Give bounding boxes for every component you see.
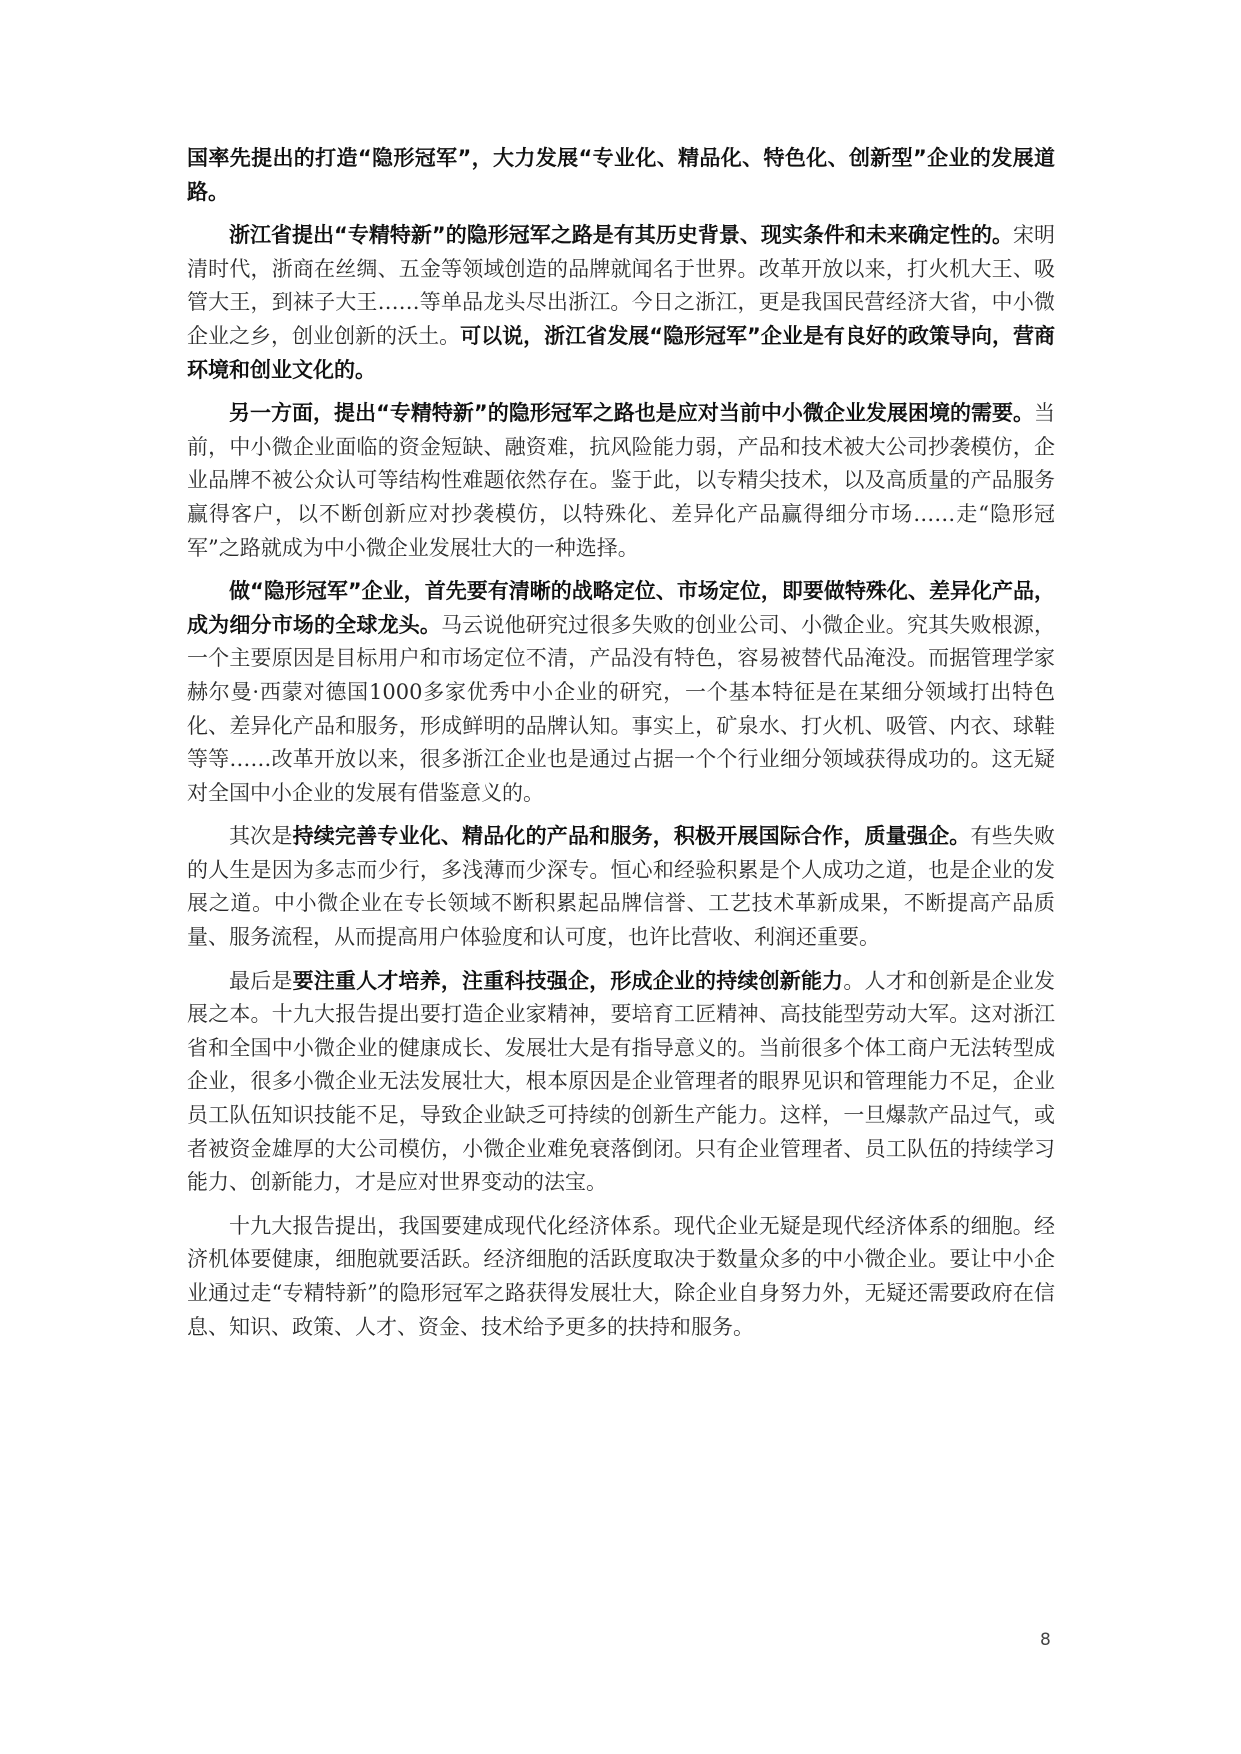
body-text-run: 其次是 (229, 824, 293, 849)
body-text-run: 。人才和创新是企业发展之本。十九大报告提出要打造企业家精神，要培育工匠精神、高技能型劳动大军。这对浙江省和全国中小微企业的健康成长、发展壮大是有指导意义的。当前很多个体工商户无法转型成企业，很多小微企业无法发展壮大，根本原因是企业管理者的眼界见识和管理能力不足，企业员工队伍知识技能不足，导致企业缺乏可持续的创新生产能力。这样，一旦爆款产品过气，或者被资金雄厚的大公司模仿，小微企业难免衰落倒闭。只有企业管理者、员工队伍的持续学习能力、创新能力，才是应对世界变动的法宝。 (187, 968, 1056, 1195)
bold-text: 可以说，浙江省发展“隐形冠军”企业是有良好的政策导向，营商环境和创业文化的。 (187, 323, 1055, 382)
body-text-run: 当前，中小微企业面临的资金短缺、融资难，抗风险能力弱，产品和技术被大公司抄袭模仿，企业品牌不被公众认可等结构性难题依然存在。鉴于此，以专精尖技术，以及高质量的产品服务赢得客户，以不断创新应对抄袭模仿，以特殊化、差异化产品赢得细分市场……走“隐形冠军”之路就成为中小微企业发展壮大的一种选择。 (187, 401, 1055, 560)
bold-text: 国率先提出的打造“隐形冠军”，大力发展“专业化、精品化、特色化、创新型”企业的发展道路。 (187, 146, 1055, 204)
bold-text: 持续完善专业化、精品化的产品和服务，积极开展国际合作，质量强企。 (292, 824, 971, 849)
paragraph-2 (187, 219, 1055, 387)
page-number: 8 (1040, 1630, 1051, 1650)
bold-text: 另一方面，提出“专精特新”的隐形冠军之路也是应对当前中小微企业发展困境的需要。 (229, 401, 1034, 426)
paragraph-5 (187, 820, 1055, 954)
bold-text: 做“隐形冠军”企业，首先要有清晰的战略定位、市场定位，即要做特殊化、差异化产品，成为细分市场的全球龙头。 (187, 579, 1055, 637)
body-text-run: 马云说他研究过很多失败的创业公司、小微企业。究其失败根源，一个主要原因是目标用户和市场定位不清，产品没有特色，容易被替代品淹没。而据管理学家赫尔曼·西蒙对德国1000多家优秀中小企业的研究，一个基本特征是在某细分领域打出特色化、差异化产品和服务，形成鲜明的品牌认知。事实上，矿泉水、打火机、吸管、内衣、球鞋等等……改革开放以来，很多浙江企业也是通过占据一个个行业细分领域获得成功的。这无疑对全国中小企业的发展有借鉴意义的。 (187, 612, 1056, 805)
body-text-run: 最后是 (229, 968, 293, 993)
paragraph-3 (187, 397, 1055, 565)
bold-text: 要注重人才培养，注重科技强企，形成企业的持续创新能力 (292, 968, 844, 993)
paragraph-1 (187, 142, 1055, 209)
paragraph-6 (187, 965, 1055, 1200)
body-text (187, 142, 1055, 1354)
paragraph-7 (187, 1210, 1055, 1344)
body-text-run: 十九大报告提出，我国要建成现代化经济体系。现代企业无疑是现代经济体系的细胞。经济机体要健康，细胞就要活跃。经济细胞的活跃度取决于数量众多的中小微企业。要让中小企业通过走“专精特新”的隐形冠军之路获得发展壮大，除企业自身努力外，无疑还需要政府在信息、知识、政策、人才、资金、技术给予更多的扶持和服务。 (187, 1213, 1055, 1339)
bold-text: 浙江省提出“专精特新”的隐形冠军之路是有其历史背景、现实条件和未来确定性的。 (229, 223, 1013, 248)
body-text-run: 有些失败的人生是因为多志而少行，多浅薄而少深专。恒心和经验积累是个人成功之道，也是企业的发展之道。中小微企业在专长领域不断积累起品牌信誉、工艺技术革新成果，不断提高产品质量、服务流程，从而提高用户体验度和认可度，也许比营收、利润还重要。 (187, 824, 1056, 950)
paragraph-4 (187, 575, 1055, 810)
body-text-run: 宋明清时代，浙商在丝绸、五金等领域创造的品牌就闻名于世界。改革开放以来，打火机大王、吸管大王，到袜子大王……等单品龙头尽出浙江。今日之浙江，更是我国民营经济大省，中小微企业之乡，创业创新的沃土。 (187, 223, 1055, 348)
